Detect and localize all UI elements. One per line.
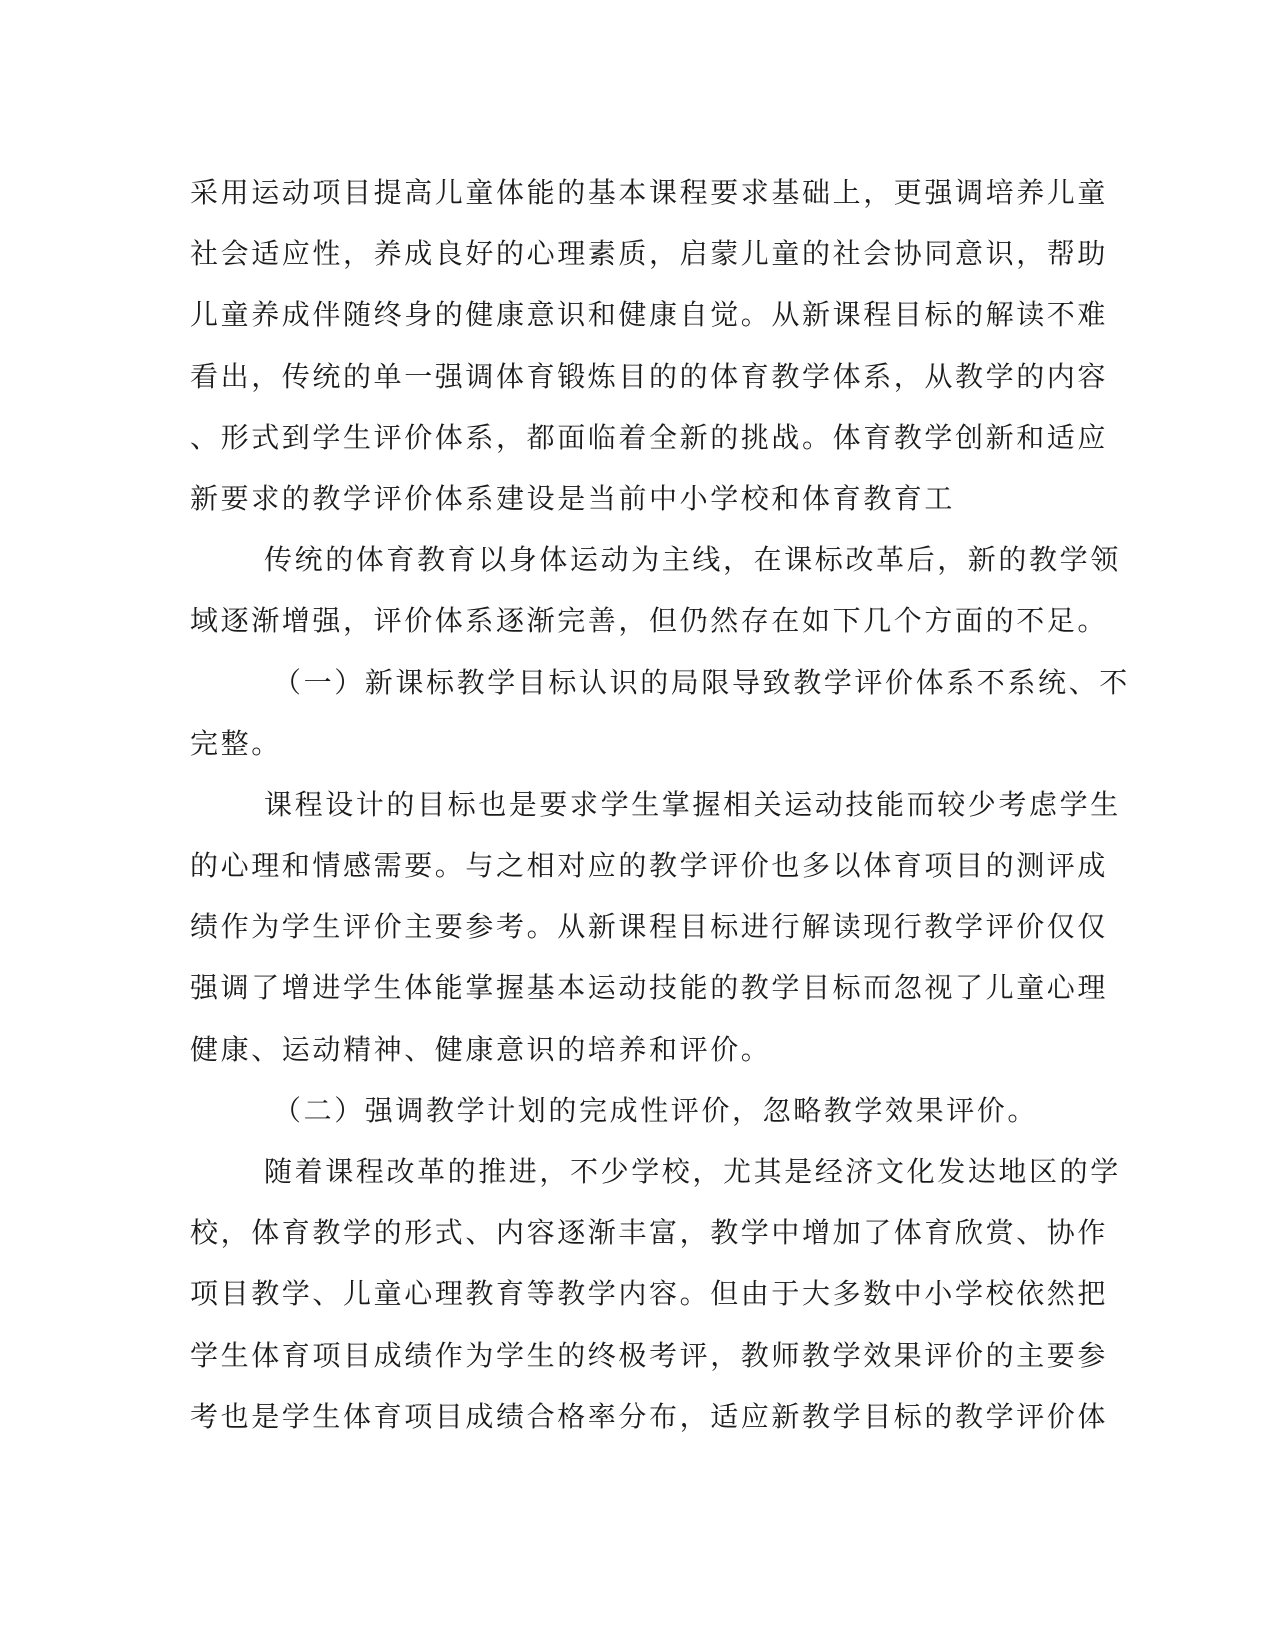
paragraph-continuation xyxy=(190,162,1109,529)
document-body xyxy=(190,162,1130,1447)
text-line: 校，体育教学的形式、内容逐渐丰富，教学中增加了体育欣赏、协作 xyxy=(190,1216,1109,1250)
text-line: （二）强调教学计划的完成性评价，忽略教学效果评价。 xyxy=(273,1093,1039,1127)
text-line: 采用运动项目提高儿童体能的基本课程要求基础上，更强调培养儿童 xyxy=(190,176,1109,209)
text-line: 看出，传统的单一强调体育锻炼目的的体育教学体系，从教学的内容 xyxy=(190,359,1109,393)
text-line: 儿童养成伴随终身的健康意识和健康自觉。从新课程目标的解读不难 xyxy=(190,298,1109,332)
text-line: 随着课程改革的推进，不少学校，尤其是经济文化发达地区的学 xyxy=(264,1155,1121,1188)
text-line: 传统的体育教育以身体运动为主线，在课标改革后，新的教学领 xyxy=(264,543,1121,577)
text-line: 学生体育项目成绩作为学生的终极考评，教师教学效果评价的主要参 xyxy=(190,1338,1109,1372)
text-line: 域逐渐增强，评价体系逐渐完善，但仍然存在如下几个方面的不足。 xyxy=(190,604,1109,638)
section-subheading xyxy=(190,1080,1070,1141)
text-line: 绩作为学生评价主要参考。从新课程目标进行解读现行教学评价仅仅 xyxy=(190,910,1109,944)
text-line: （一）新课标教学目标认识的局限导致教学评价体系不系统、不 xyxy=(273,665,1130,699)
text-line: 完整。 xyxy=(190,726,282,760)
text-line: 考也是学生体育项目成绩合格率分布，适应新教学目标的教学评价体 xyxy=(190,1399,1109,1433)
paragraph-body xyxy=(190,1141,1121,1447)
text-line: 新要求的教学评价体系建设是当前中小学校和体育教育工 xyxy=(190,481,956,515)
text-line: 项目教学、儿童心理教育等教学内容。但由于大多数中小学校依然把 xyxy=(190,1277,1109,1311)
paragraph-body xyxy=(190,529,1121,651)
text-line: 、形式到学生评价体系，都面临着全新的挑战。体育教学创新和适应 xyxy=(190,420,1109,454)
text-line: 课程设计的目标也是要求学生掌握相关运动技能而较少考虑学生 xyxy=(264,787,1121,821)
text-line: 社会适应性，养成良好的心理素质，启蒙儿童的社会协同意识，帮助 xyxy=(190,237,1109,271)
text-line: 健康、运动精神、健康意识的培养和评价。 xyxy=(190,1032,772,1066)
text-line: 的心理和情感需要。与之相对应的教学评价也多以体育项目的测评成 xyxy=(190,849,1109,883)
paragraph-body xyxy=(190,774,1121,1080)
section-subheading xyxy=(190,652,1130,774)
text-line: 强调了增进学生体能掌握基本运动技能的教学目标而忽视了儿童心理 xyxy=(190,971,1109,1005)
